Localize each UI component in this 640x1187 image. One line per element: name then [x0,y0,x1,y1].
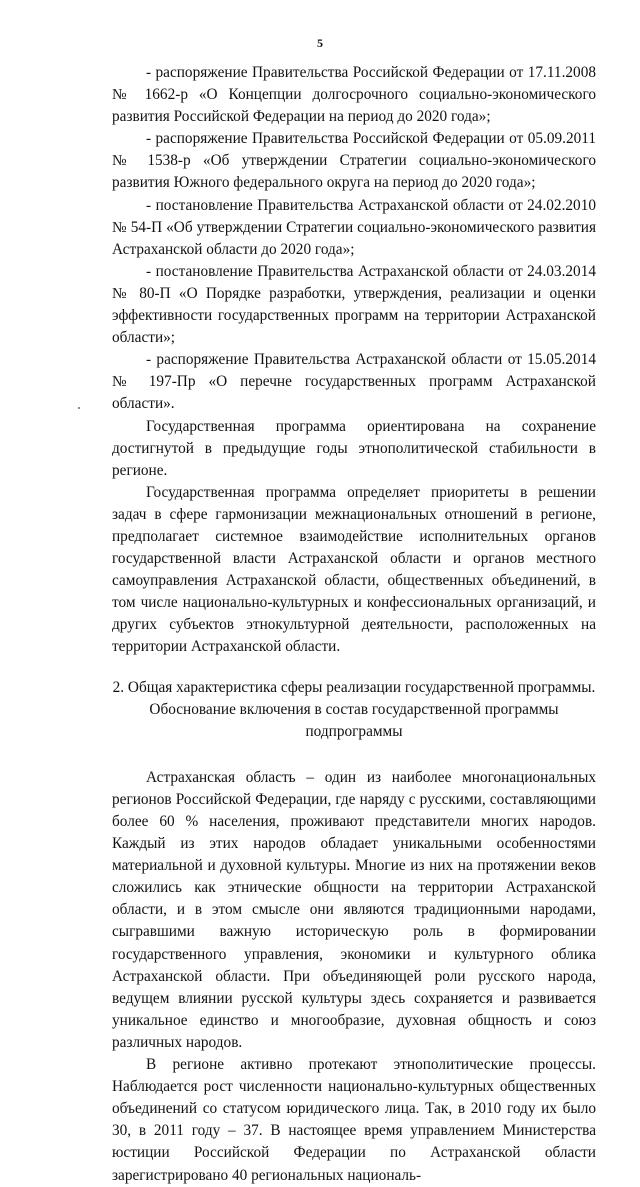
page-body [112,62,596,1187]
list-item: - распоряжение Правительства Российской Федерации от 17.11.2008 № 1662-р «О Концепции долгосрочного социально-экономического развития Российской Федерации на период до 2020 года»; [112,64,596,126]
list-item: - распоряжение Правительства Астраханской области от 15.05.2014 № 197-Пр «О перечне государственных программ Астраханской области». [112,351,596,413]
page-number: 5 [317,36,323,50]
section-heading-line: Обоснование включения в состав государственной программы [149,700,559,718]
paragraph: В регионе активно протекают этнополитические процессы. Наблюдается рост численности национально-культурных общественных объединений со статусом юридического лица. Так, в 2010 году их было 30, в 2011 году – 37. В настоящее время управлением Министерства юстиции Российской Федерации по Астраханской области зарегистрировано 40 региональных националь- [112,1056,596,1184]
scan-speck [78,407,80,409]
paragraph: Астраханская область – один из наиболее многонациональных регионов Российской Федерации, где наряду с русскими, составляющими более 60 % населения, проживают представители многих народов. Каждый из этих народов обладает уникальными особенностями материальной и духовной культуры. Многие из них на протяжении веков сложились как этнические общности на территории Астраханской области, и в этом смысле они являются традиционными народами, сыгравшими важную историческую роль в формировании государственного управления, экономики и культурного облика Астраханской области. При объединяющей роли русского народа, ведущем влиянии русской культуры здесь сохраняется и развивается уникальное единство и многообразие, духовная общность и союз различных народов. [112,768,596,1051]
list-item: - постановление Правительства Астраханской области от 24.03.2014 № 80-П «О Порядке разработки, утверждения, реализации и оценки эффективности государственных программ на территории Астраханской области»; [112,262,596,347]
list-item: - постановление Правительства Астраханской области от 24.02.2010 № 54-П «Об утверждении Стратегии социально-экономического развития Астраханской области до 2020 года»; [112,196,596,258]
list-item: - распоряжение Правительства Российской Федерации от 05.09.2011 № 1538-р «Об утверждении Стратегии социально-экономического развития Южного федерального округа на период до 2020 года»; [112,130,596,192]
paragraph: Государственная программа ориентирована на сохранение достигнутой в предыдущие годы этнополитической стабильности в регионе. [112,417,596,479]
paragraph: Государственная программа определяет приоритеты в решении задач в сфере гармонизации межнациональных отношений в регионе, предполагает системное взаимодействие исполнительных органов государственной власти Астраханской области и органов местного самоуправления Астраханской области, общественных объединений, в том числе национально-культурных и конфессиональных организаций, и других субъектов этнокультурной деятельности, расположенных на территории Астраханской области. [112,483,596,656]
section-heading [112,677,596,743]
section-heading-line: 2. Общая характеристика сферы реализации государственной программы. [112,678,596,696]
section-heading-line: подпрограммы [305,722,403,740]
